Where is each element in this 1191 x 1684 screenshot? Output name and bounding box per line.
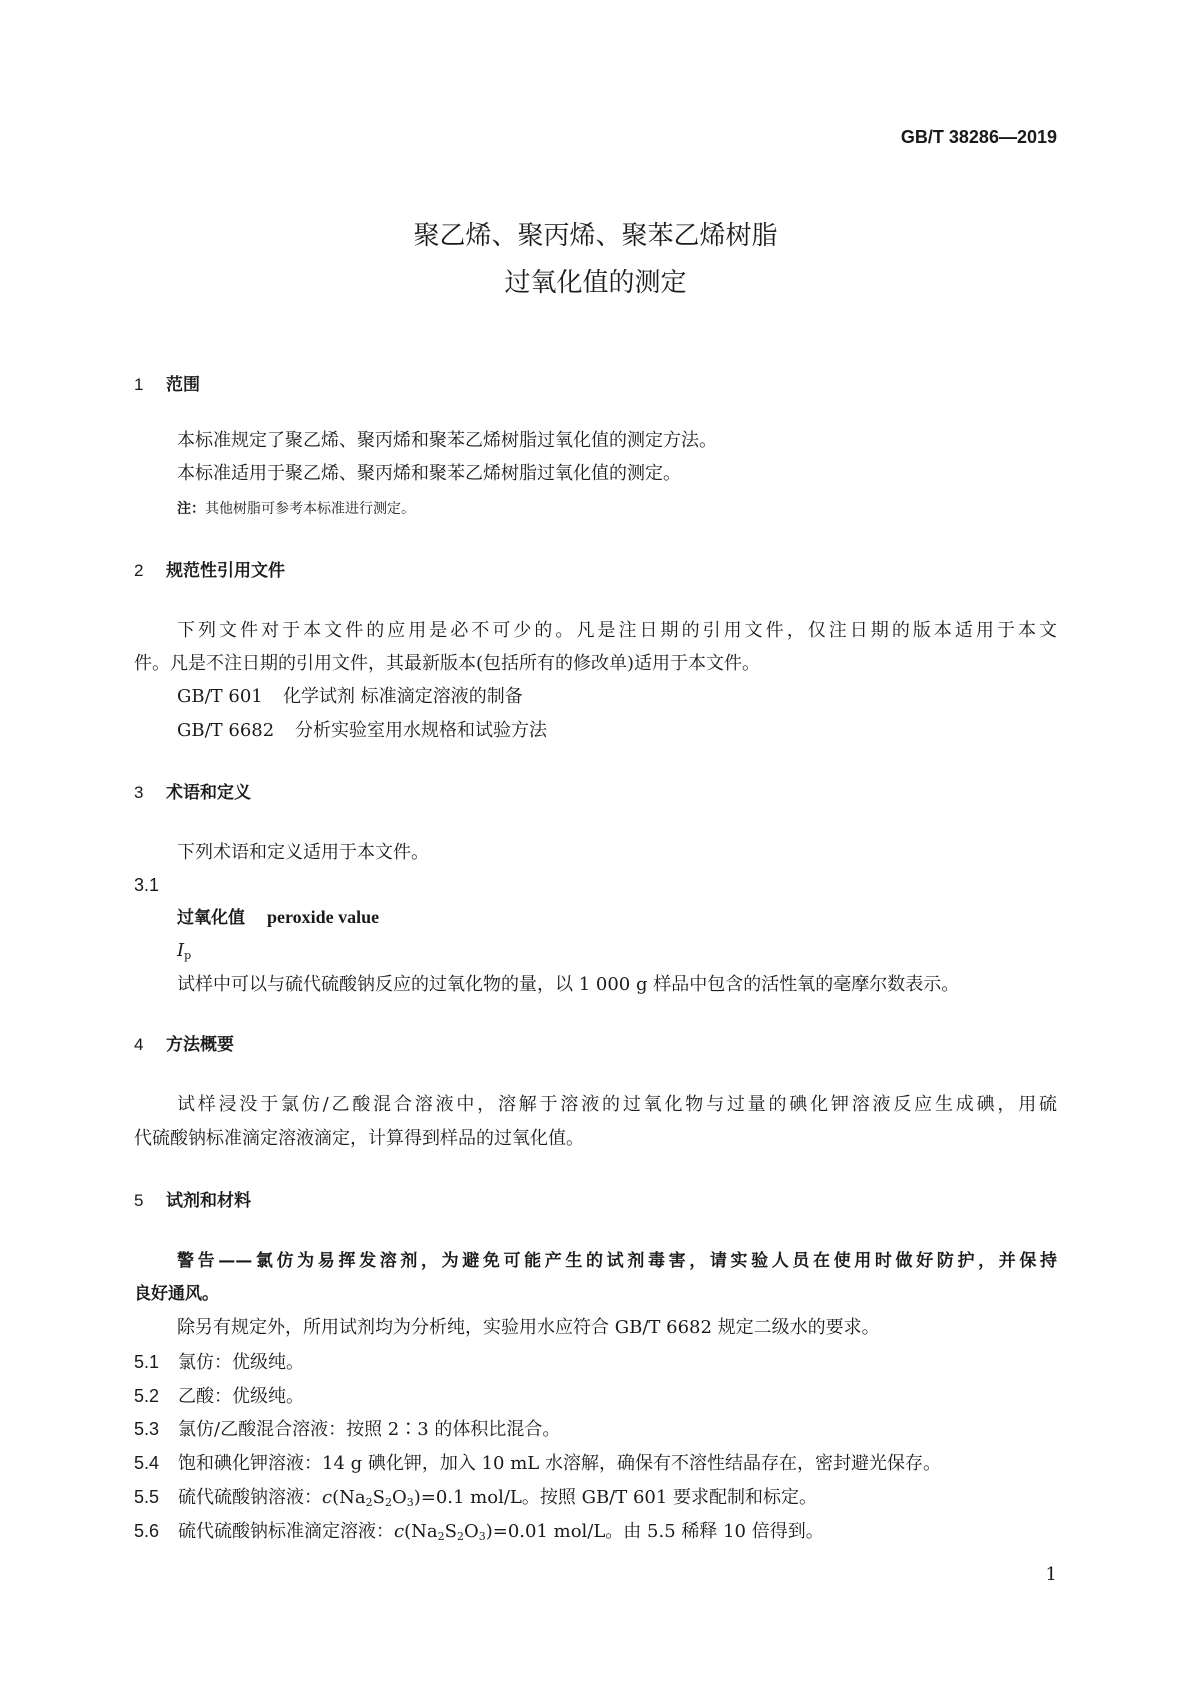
item-number: 5.1: [134, 1352, 160, 1372]
paragraph: 件。凡是不注日期的引用文件，其最新版本(包括所有的修改单)适用于本文件。: [134, 653, 761, 674]
formula-subscript: 3: [406, 1496, 414, 1509]
item-text: 饱和碘化钾溶液：14 g 碘化钾，加入 10 mL 水溶解，确保有不溶性结晶存在，密封避光保存。: [178, 1453, 941, 1474]
paragraph: 除另有规定外，所用试剂均为分析纯，实验用水应符合 GB/T 6682 规定二级水的要求。: [177, 1317, 880, 1338]
formula-symbol: c: [394, 1521, 405, 1542]
section-title: 规范性引用文件: [166, 561, 285, 581]
section-4-heading: [134, 1033, 234, 1057]
formula-subscript: 3: [478, 1530, 486, 1543]
symbol-letter: I: [177, 940, 185, 961]
note-label: 注：: [177, 501, 205, 517]
note-text: 其他树脂可参考本标准进行测定。: [205, 501, 415, 517]
section-number: 5: [134, 1191, 144, 1210]
reagent-item: [134, 1384, 304, 1409]
term-chinese: 过氧化值: [177, 908, 245, 928]
section-1-heading: [134, 373, 200, 397]
section-title: 试剂和材料: [166, 1191, 251, 1211]
item-number: 5.4: [134, 1453, 160, 1473]
formula-subscript: 2: [456, 1530, 464, 1543]
item-text: 氯仿/乙酸混合溶液：按照 2∶3 的体积比混合。: [178, 1419, 561, 1440]
term-definition: 试样中可以与硫代硫酸钠反应的过氧化物的量，以 1 000 g 样品中包含的活性氧的毫摩尔数表示。: [177, 974, 960, 995]
paragraph: 试样浸没于氯仿/乙酸混合溶液中，溶解于溶液的过氧化物与过量的碘化钾溶液反应生成碘，用硫: [177, 1094, 1057, 1115]
item-text: )=0.01 mol/L。由 5.5 稀释 10 倍得到。: [485, 1521, 824, 1542]
term-symbol: [177, 939, 191, 968]
formula-subscript: 2: [437, 1530, 445, 1543]
reference-code: GB/T 601: [177, 686, 263, 707]
section-title: 术语和定义: [166, 783, 251, 803]
section-number: 2: [134, 561, 144, 580]
formula-symbol: c: [322, 1487, 333, 1508]
note: [177, 497, 415, 521]
warning: 良好通风。: [134, 1284, 219, 1304]
term-english: peroxide value: [267, 907, 380, 927]
item-text: )=0.1 mol/L。按照 GB/T 601 要求配制和标定。: [413, 1487, 818, 1508]
reference-item: [177, 719, 547, 743]
reagent-item: [134, 1350, 304, 1375]
symbol-subscript: p: [184, 949, 192, 962]
formula-part: O: [463, 1521, 479, 1542]
formula-part: (Na: [404, 1521, 438, 1542]
section-3-heading: [134, 781, 251, 805]
reference-title: 分析实验室用水规格和试验方法: [295, 720, 547, 741]
paragraph: 下列术语和定义适用于本文件。: [177, 842, 429, 863]
section-number: 3: [134, 783, 144, 802]
section-2-heading: [134, 559, 285, 583]
formula-part: O: [391, 1487, 407, 1508]
formula-part: S: [372, 1487, 385, 1508]
subsection-number: 3.1: [134, 875, 160, 895]
document-title-line1: 聚乙烯、聚丙烯、聚苯乙烯树脂: [413, 221, 778, 251]
item-number: 5.2: [134, 1386, 160, 1406]
formula-subscript: 2: [365, 1496, 373, 1509]
reference-code: GB/T 6682: [177, 720, 275, 741]
reagent-item: [134, 1485, 817, 1515]
formula-part: S: [444, 1521, 457, 1542]
item-text: 乙酸：优级纯。: [178, 1386, 304, 1407]
paragraph: 代硫酸钠标准滴定溶液滴定，计算得到样品的过氧化值。: [134, 1128, 584, 1149]
item-number: 5.3: [134, 1419, 160, 1439]
section-title: 范围: [166, 375, 200, 395]
section-title: 方法概要: [166, 1035, 234, 1055]
item-number: 5.6: [134, 1521, 160, 1541]
formula-part: (Na: [332, 1487, 366, 1508]
item-text: 硫代硫酸钠溶液：: [178, 1487, 322, 1508]
reagent-item: [134, 1519, 824, 1549]
warning: 警告——氯仿为易挥发溶剂，为避免可能产生的试剂毒害，请实验人员在使用时做好防护，并保持: [177, 1251, 1057, 1271]
section-5-heading: [134, 1189, 251, 1213]
item-text: 氯仿：优级纯。: [178, 1352, 304, 1373]
formula-subscript: 2: [384, 1496, 392, 1509]
section-number: 4: [134, 1035, 144, 1054]
item-text: 硫代硫酸钠标准滴定溶液：: [178, 1521, 394, 1542]
term: [177, 905, 379, 930]
document-title-line2: 过氧化值的测定: [504, 268, 687, 298]
paragraph: 本标准规定了聚乙烯、聚丙烯和聚苯乙烯树脂过氧化值的测定方法。: [177, 430, 717, 451]
reference-item: [177, 685, 523, 709]
standard-code: GB/T 38286—2019: [900, 127, 1057, 147]
item-number: 5.5: [134, 1487, 160, 1507]
section-number: 1: [134, 375, 144, 394]
reference-title: 化学试剂 标准滴定溶液的制备: [283, 686, 523, 707]
reagent-item: [134, 1451, 941, 1476]
page-number: 1: [1045, 1564, 1057, 1585]
paragraph: 本标准适用于聚乙烯、聚丙烯和聚苯乙烯树脂过氧化值的测定。: [177, 463, 681, 484]
reagent-item: [134, 1417, 560, 1442]
paragraph: 下列文件对于本文件的应用是必不可少的。凡是注日期的引用文件，仅注日期的版本适用于本文: [177, 620, 1057, 641]
